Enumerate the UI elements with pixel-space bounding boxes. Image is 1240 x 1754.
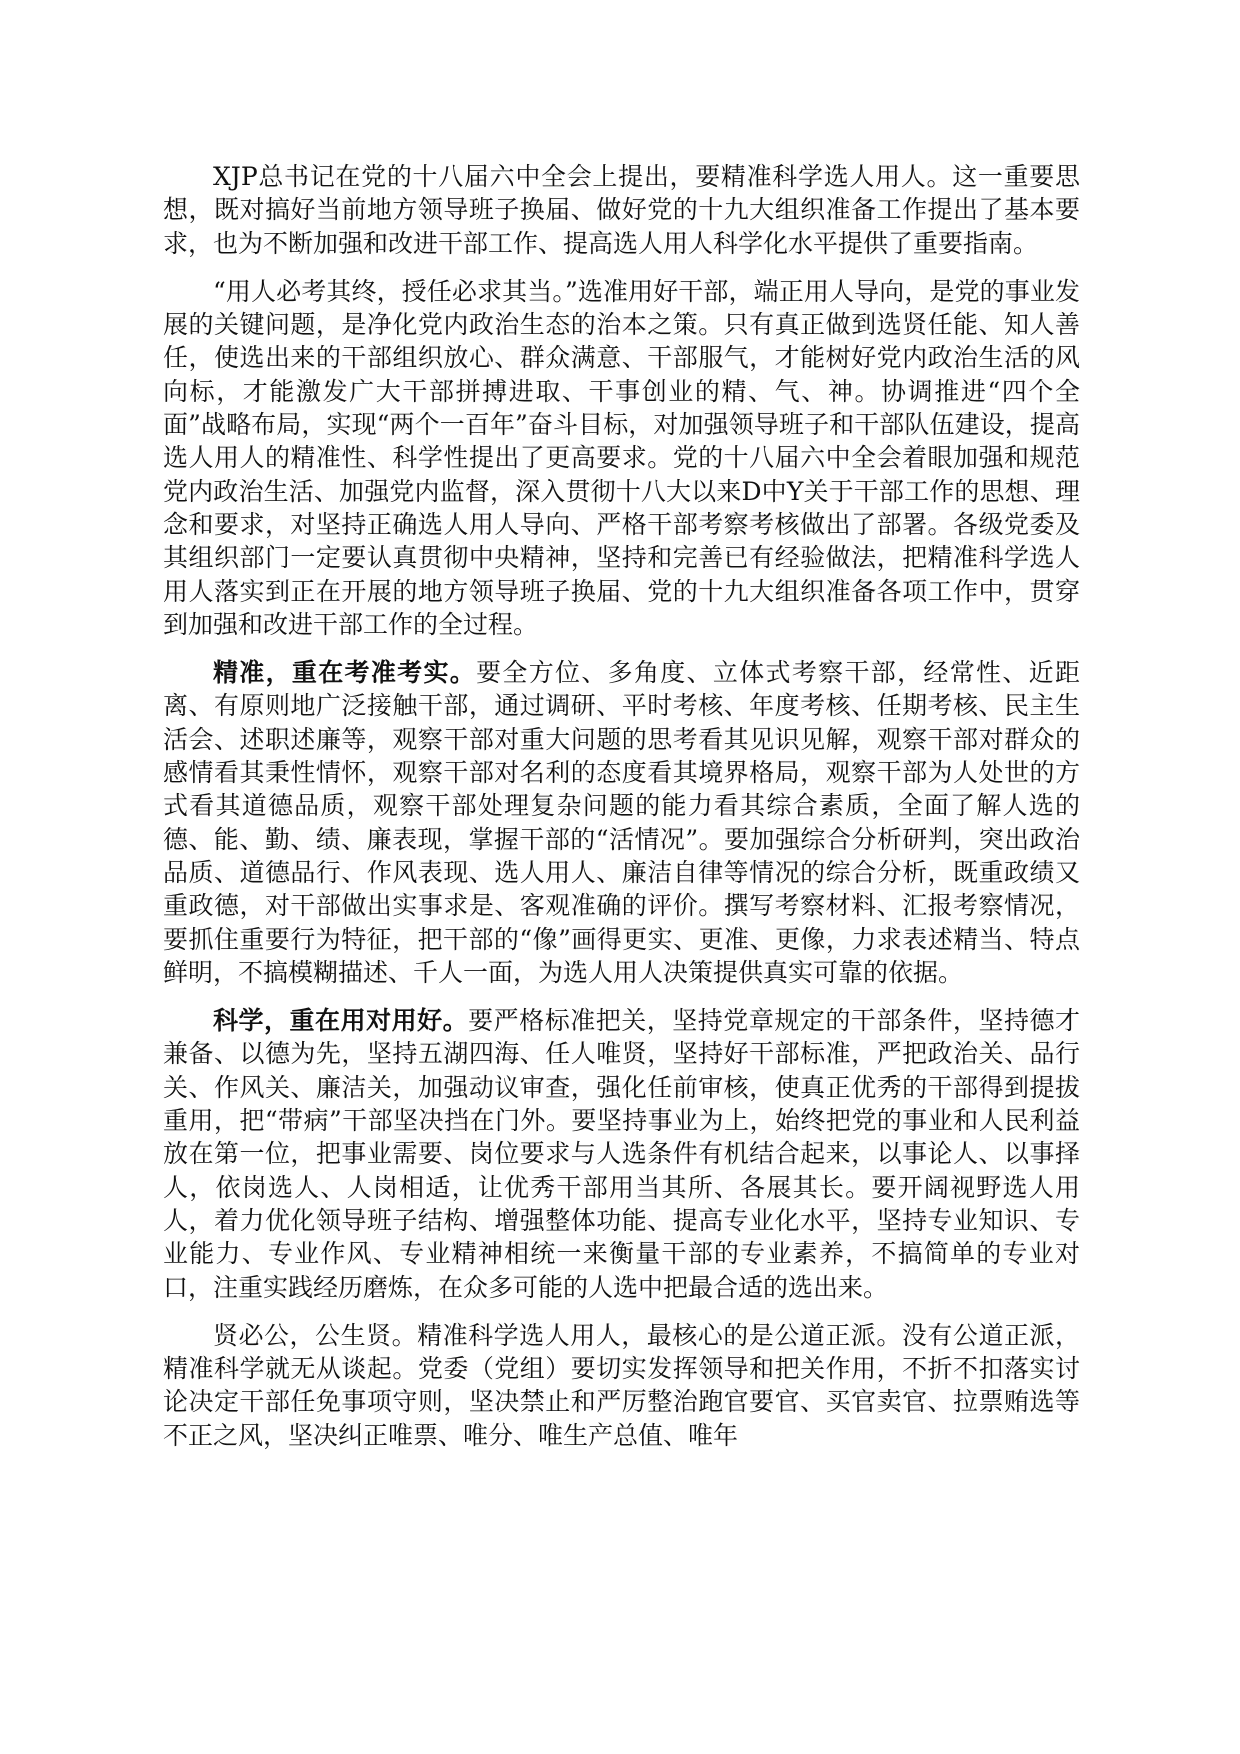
paragraph-1-text: XJP总书记在党的十八届六中全会上提出，要精准科学选人用人。这一重要思想，既对搞好当前地方领导班子换届、做好党的十九大组织准备工作提出了基本要求，也为不断加强和改进干部工作、提高选人用人科学化水平提供了重要指南。	[163, 162, 1080, 258]
paragraph-4	[163, 1004, 1080, 1304]
paragraph-4-lead: 科学，重在用对用好。	[213, 1006, 469, 1036]
paragraph-3	[163, 656, 1080, 989]
paragraph-5	[163, 1319, 1080, 1452]
paragraph-5-text: 贤必公，公生贤。精准科学选人用人，最核心的是公道正派。没有公道正派，精准科学就无从谈起。党委（党组）要切实发挥领导和把关作用，不折不扣落实讨论决定干部任免事项守则，坚决禁止和严厉整治跑官要官、买官卖官、拉票贿选等不正之风，坚决纠正唯票、唯分、唯生产总值、唯年	[163, 1320, 1080, 1450]
paragraph-4-text: 要严格标准把关，坚持党章规定的干部条件，坚持德才兼备、以德为先，坚持五湖四海、任人唯贤，坚持好干部标准，严把政治关、品行关、作风关、廉洁关，加强动议审查，强化任前审核，使真正优秀的干部得到提拔重用，把“带病”干部坚决挡在门外。要坚持事业为上，始终把党的事业和人民利益放在第一位，把事业需要、岗位要求与人选条件有机结合起来，以事论人、以事择人，依岗选人、人岗相适，让优秀干部用当其所、各展其长。要开阔视野选人用人，着力优化领导班子结构、增强整体功能、提高专业化水平，坚持专业知识、专业能力、专业作风、专业精神相统一来衡量干部的专业素养，不搞简单的专业对口，注重实践经历磨炼，在众多可能的人选中把最合适的选出来。	[163, 1006, 1080, 1302]
document-body	[163, 160, 1080, 1467]
paragraph-3-lead: 精准，重在考准考实。	[213, 658, 477, 688]
paragraph-1	[163, 160, 1080, 260]
paragraph-3-text: 要全方位、多角度、立体式考察干部，经常性、近距离、有原则地广泛接触干部，通过调研、平时考核、年度考核、任期考核、民主生活会、述职述廉等，观察干部对重大问题的思考看其见识见解，观察干部对群众的感情看其秉性情怀，观察干部对名利的态度看其境界格局，观察干部为人处世的方式看其道德品质，观察干部处理复杂问题的能力看其综合素质，全面了解人选的德、能、勤、绩、廉表现，掌握干部的“活情况”。要加强综合分析研判，突出政治品质、道德品行、作风表现、选人用人、廉洁自律等情况的综合分析，既重政绩又重政德，对干部做出实事求是、客观准确的评价。撰写考察材料、汇报考察情况，要抓住重要行为特征，把干部的“像”画得更实、更准、更像，力求表述精当、特点鲜明，不搞模糊描述、千人一面，为选人用人决策提供真实可靠的依据。	[163, 658, 1080, 987]
paragraph-2-text: “用人必考其终，授任必求其当。”选准用好干部，端正用人导向，是党的事业发展的关键问题，是净化党内政治生态的治本之策。只有真正做到选贤任能、知人善任，使选出来的干部组织放心、群众满意、干部服气，才能树好党内政治生活的风向标，才能激发广大干部拼搏进取、干事创业的精、气、神。协调推进“四个全面”战略布局，实现“两个一百年”奋斗目标，对加强领导班子和干部队伍建设，提高选人用人的精准性、科学性提出了更高要求。党的十八届六中全会着眼加强和规范党内政治生活、加强党内监督，深入贯彻十八大以来D中Y关于干部工作的思想、理念和要求，对坚持正确选人用人导向、严格干部考察考核做出了部署。各级党委及其组织部门一定要认真贯彻中央精神，坚持和完善已有经验做法，把精准科学选人用人落实到正在开展的地方领导班子换届、党的十九大组织准备各项工作中，贯穿到加强和改进干部工作的全过程。	[163, 276, 1080, 639]
paragraph-2	[163, 275, 1080, 641]
